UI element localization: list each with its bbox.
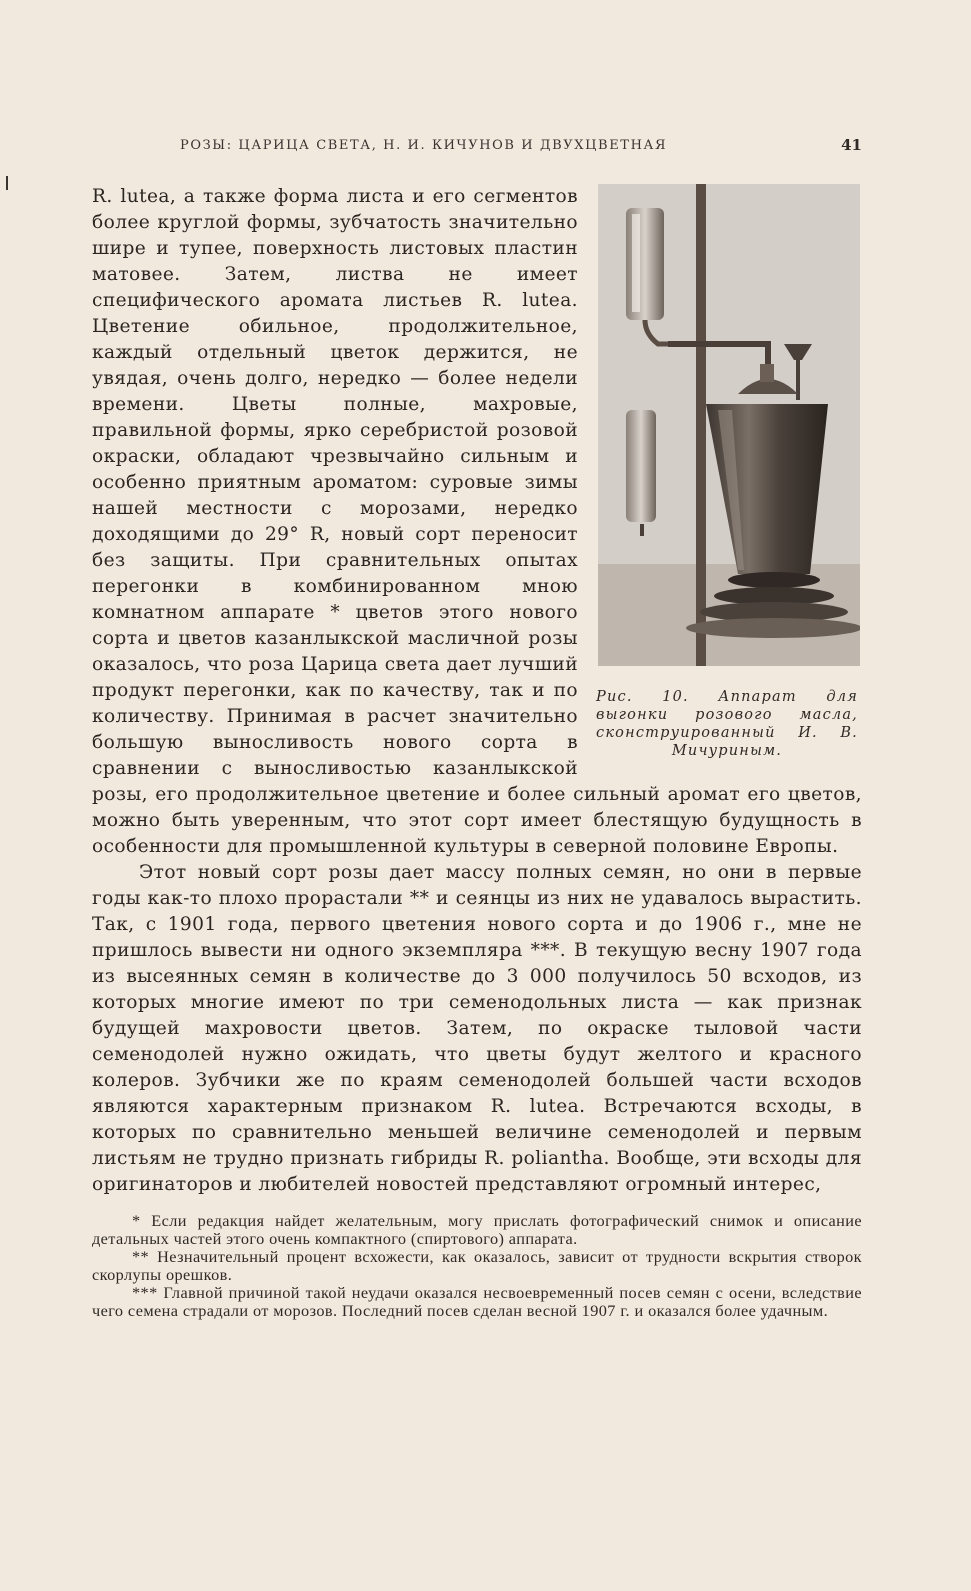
footnotes	[92, 1212, 862, 1320]
paragraph-2: Этот новый сорт розы дает массу полных семян, но они в первые годы как-то плохо прорастали ** и сеянцы из них не удавалось вырастить. Так, с 1901 года, первого цветения нового сорта и до 1906 г., мне не пришлось вывести ни одного экземпляра ***. В текущую весну 1907 года из высеянных семян в количестве до 3 000 получилось 50 всходов, из которых многие имеют по три семенодольных листа — как признак будущей махровости цветов. Затем, по окраске тыловой части семенодолей нужно ожидать, что цветы будут желтого и красного колеров. Зубчики же по краям семенодолей большей части всходов являются характерным признаком R. lutea. Встречаются всходы, в которых по сравнительно меньшей величине семенодолей и первым листьям не трудно признать гибриды R. poliantha. Вообще, эти всходы для оригинаторов и любителей новостей представляют огромный интерес,	[92, 862, 862, 1195]
footnote-3: *** Главной причиной такой неудачи оказался несвоевременный посев семян с осени, вследствие чего семена страдали от морозов. Последний посев сделан весной 1907 г. и оказался более удачным.	[92, 1283, 862, 1320]
page-number: 41	[841, 136, 862, 154]
running-title: РОЗЫ: ЦАРИЦА СВЕТА, Н. И. КИЧУНОВ И ДВУХЦВЕТНАЯ	[180, 138, 668, 153]
distillation-apparatus-illustration	[598, 184, 860, 666]
margin-mark	[6, 176, 8, 190]
figure-block	[592, 184, 862, 760]
paragraph-1: R. lutea, а также форма листа и его сегментов более круглой формы, зубчатость значительно шире и тупее, поверхность листовых пластин матовее. Затем, листва не имеет специфического аромата листьев R. lutea. Цветение обильное, продолжительное, каждый отдельный цветок держится, не увядая, очень долго, нередко — более недели времени. Цветы полные, махровые, правильной формы, ярко серебристой розовой окраски, обладают чрезвычайно сильным и особенно приятным ароматом: суровые зимы нашей местности с морозами, нередко доходящими до 29° R, новый сорт переносит без защиты. При сравнительных опытах перегонки в комбинированном мною комнатном аппарате * цветов этого нового сорта и цветов казанлыкской масличной розы оказалось, что роза Царица света дает лучший продукт перегонки, как по качеству, так и по количеству. Принимая в расчет значительно большую выносливость нового сорта в сравнении с выносливостью казанлыкской розы, его продолжительное цветение и более сильный аромат его цветов, можно быть уверенным, что этот сорт имеет блестящую будущность в особенности для промышленной культуры в северной половине Европы.	[92, 186, 862, 857]
figure-10-photo	[598, 184, 860, 666]
footnote-1: * Если редакция найдет желательным, могу прислать фотографический снимок и описание детальных частей этого очень компактного (спиртового) аппарата.	[92, 1211, 862, 1248]
figure-caption: Рис. 10. Аппарат для выгонки розового масла, сконструированный И. В. Мичуриным.	[596, 689, 858, 759]
footnote-2: ** Незначительный процент всхожести, как оказалось, зависит от трудности вскрытия створок скорлупы орешков.	[92, 1247, 862, 1284]
page-header	[92, 136, 862, 158]
body-text	[92, 184, 862, 1198]
